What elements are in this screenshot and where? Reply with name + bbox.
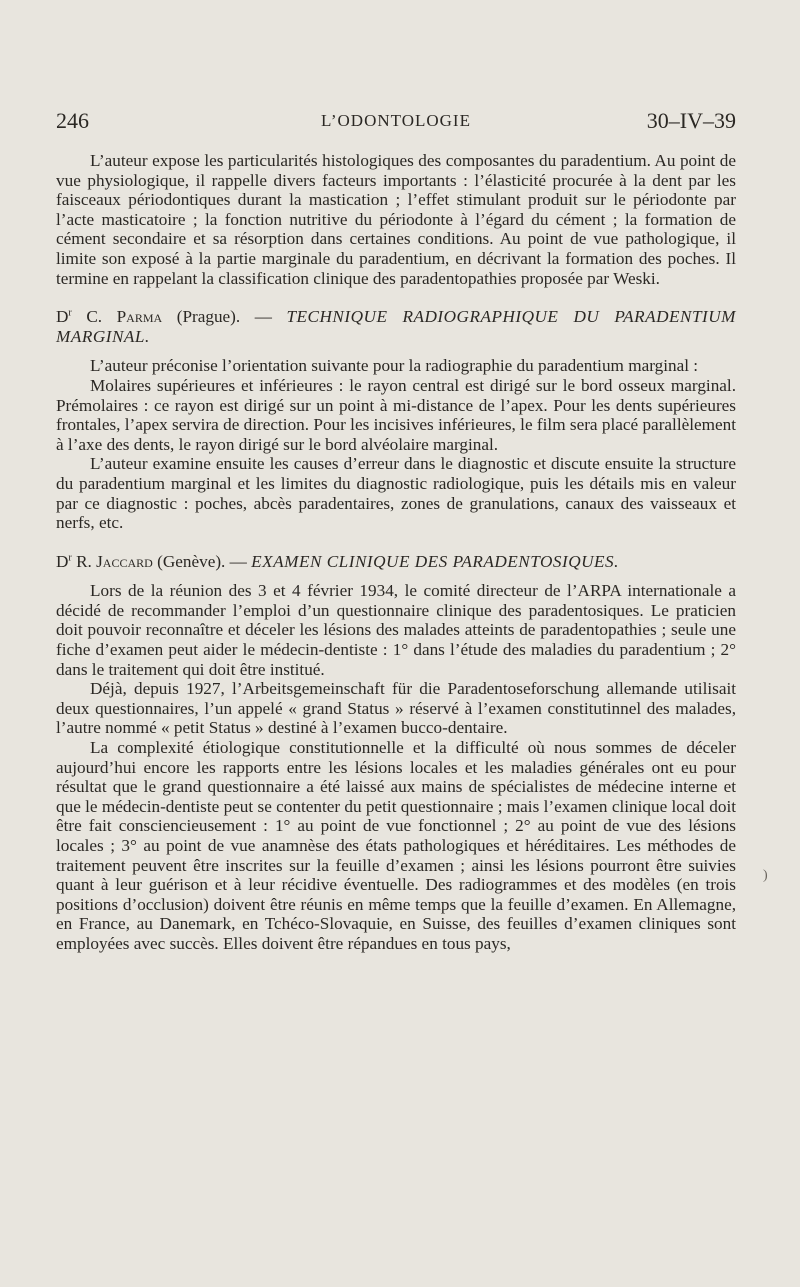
running-header bbox=[56, 108, 736, 138]
section-heading-parma bbox=[56, 307, 736, 346]
issue-date: 30–IV–39 bbox=[646, 108, 736, 133]
author-name: C. Parma bbox=[86, 307, 163, 327]
paragraph: L’auteur préconise l’orientation suivante pour la radiographie du paradentium marginal : bbox=[90, 356, 699, 376]
article-body bbox=[56, 151, 736, 954]
paragraph: Lors de la réunion des 3 et 4 février 1934, le comité directeur de l’ARPA internationale a décidé de recommander l’emploi d’un questionnaire clinique des paradentosiques. Le praticien doit pouvoir reconnaître et déceler les lésions des malades atteints de paradentopathies ; seule une fiche d’examen peut aider le médecin-dentiste : 1° dans l’étude des maladies du paradentium ; 2° dans le traitement qui doit être institué. bbox=[56, 581, 736, 679]
paragraph: Molaires supérieures et inférieures : le rayon central est dirigé sur le bord osseux marginal. Prémolaires : ce rayon est dirigé sur un point à mi-distance de l’apex. Pour les dents supérieures frontales, l’apex servira de direction. Pour les incisives inférieures, le film sera placé parallèlement à l’axe des dents, le rayon dirigé sur le bord alvéolaire marginal. bbox=[56, 375, 736, 454]
title-sup: r bbox=[68, 551, 72, 563]
author-name: R. Jaccard bbox=[76, 551, 153, 571]
page-number: 246 bbox=[56, 108, 89, 133]
paragraph: L’auteur examine ensuite les causes d’erreur dans le diagnostic et discute ensuite la structure du paradentium marginal et les limites du diagnostic radiologique, puis les détails mis en valeur par ce diagnostic : poches, abcès paradentaires, zones de granulations, canaux des vaisseaux et nerfs, etc. bbox=[56, 454, 736, 533]
paragraph: Déjà, depuis 1927, l’Arbeitsgemeinschaft für die Paradentoseforschung allemande utilisait deux questionnaires, l’un appelé « grand Status » réservé à l’examen constitutinnel des malades, l’autre nommé « petit Status » destiné à l’examen bucco-dentaire. bbox=[56, 679, 736, 738]
intro-paragraph: L’auteur expose les particularités histologiques des composantes du paradentium. Au point de vue physiologique, il rappelle divers facteurs importants : l’élasticité procurée à la dent par les faisceaux périodontiques durant la mastication ; l’effet stimulant produit sur le périodonte par l’acte masticatoire ; la fonction nutritive du périodonte à l’égard du cément ; la formation de cément secondaire et sa résorption dans certaines conditions. Au point de vue pathologique, il limite son exposé à la partie marginale du paradentium, en décrivant la formation des poches. Il termine en rappelant la classification clinique des paradentopathies proposée par Weski. bbox=[56, 151, 736, 288]
article-title: EXAMEN CLINIQUE DES PARADENTOSIQUES. bbox=[251, 551, 619, 571]
title-prefix: D bbox=[56, 551, 69, 571]
paragraph: La complexité étiologique constitutionnelle et la difficulté où nous sommes de déceler aujourd’hui encore les rapports entre les lésions locales et les maladies générales ont eu pour résultat que le grand questionnaire a été laissé aux mains de spécialistes de médecine interne et que le médecin-dentiste peut se contenter du petit questionnaire ; mais l’examen clinique local doit être fait consciencieusement : 1° au point de vue fonctionnel ; 2° au point de vue des lésions locales ; 3° au point de vue anamnèse des états pathologiques et héréditaires. Les méthodes de traitement peuvent être inscrites sur la feuille d’examen ; ainsi les lésions pourront être suivies quant à leur guérison et à leur récidive éventuelle. Des radiogrammes et des modèles (en trois positions d’occlusion) doivent être réunis en même temps que la feuille d’examen. En Allemagne, en France, au Danemark, en Tchéco-Slovaquie, en Suisse, des feuilles d’examen cliniques sont employées avec succès. Elles doivent être répandues en tous pays, bbox=[56, 738, 736, 953]
title-prefix: D bbox=[56, 307, 69, 327]
author-place: (Genève). — bbox=[157, 551, 247, 571]
section-heading-jaccard bbox=[56, 552, 736, 572]
author-place: (Prague). — bbox=[176, 307, 272, 327]
journal-title: L’ODONTOLOGIE bbox=[321, 111, 471, 130]
article-title: TECHNIQUE RADIOGRAPHIQUE DU PARADENTIUM MARGINAL. bbox=[56, 307, 736, 346]
title-sup: r bbox=[68, 307, 72, 319]
margin-mark: ) bbox=[763, 868, 768, 883]
